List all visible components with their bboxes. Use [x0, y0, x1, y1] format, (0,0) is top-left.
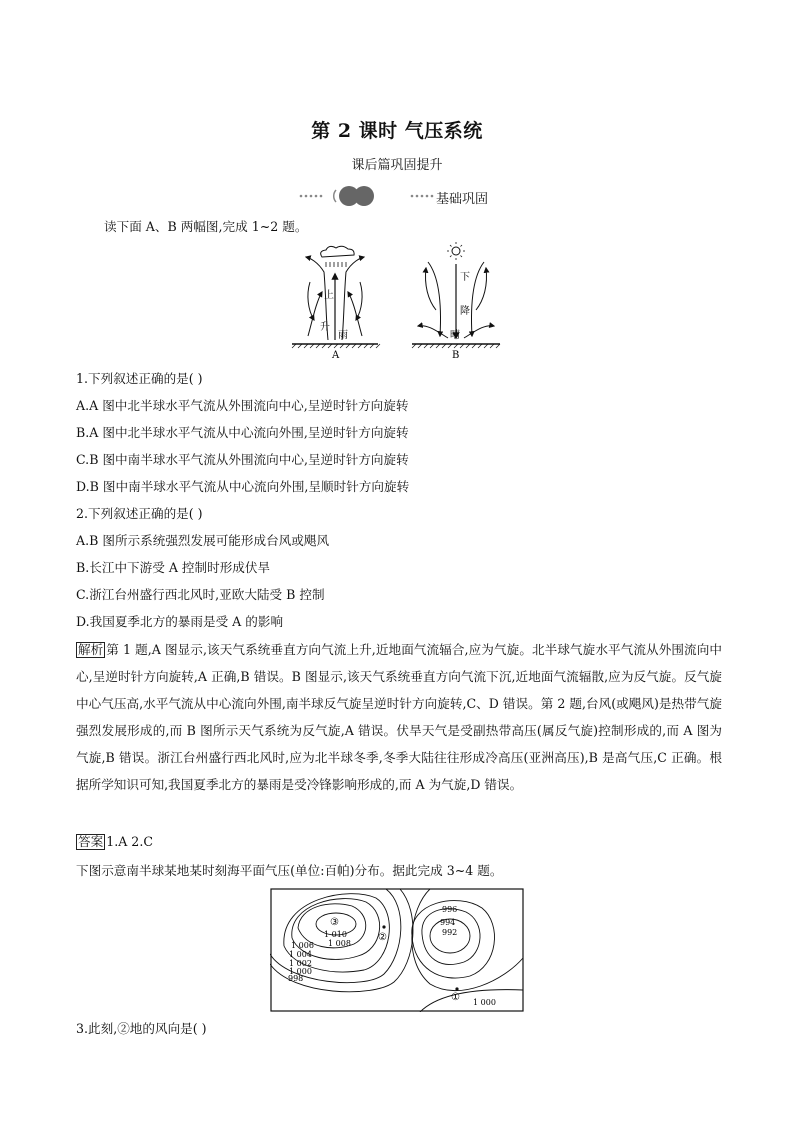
- figure-a-b: [288, 240, 508, 362]
- page-title: 第 2 课时 气压系统: [311, 120, 483, 142]
- fig-b-label: B: [452, 350, 460, 361]
- isobar-1000b-label: 1 000: [473, 998, 496, 1007]
- analysis-text: 第 1 题,A 图显示,该天气系统垂直方向气流上升,近地面气流辐合,应为气旋。北半球气旋水平气流从外围流向中心,呈逆时针方向旋转,A 正确,B 错误。B 图显示,该天气系统垂直方向气流下沉,近地面气流辐散,应为反气旋。反气旋中心气压高,水平气流从中心流向外围,南半球反气旋呈逆时针方向旋转,C、D 错误。第 2 题,台风(或飓风)是热带气旋强烈发展形成的,而 B 图所示天气系统为反气旋,A 错误。伏旱天气是受副热带高压(属反气旋)控制形成的,而 A 图为气旋,B 错误。浙江台州盛行西北风时,应为北半球冬季,冬季大陆往往形成冷高压(亚洲高压),B 是高气压,C 正确。根据所学知识可知,我国夏季北方的暴雨是受冷锋影响形成的,而 A 为气旋,D 错误。: [76, 642, 722, 792]
- q2-option-c: C.浙江台州盛行西北风时,亚欧大陆受 B 控制: [76, 587, 325, 602]
- fig-b-down2: 降: [460, 306, 470, 317]
- page-subtitle: 课后篇巩固提升: [351, 158, 443, 173]
- q1-stem: 1.下列叙述正确的是( ): [76, 371, 203, 386]
- section-header: [298, 184, 489, 208]
- q1-option-a: A.A 图中北半球水平气流从外围流向中心,呈逆时针方向旋转: [76, 398, 409, 413]
- isobar-1002-label: 1 002: [289, 959, 312, 968]
- analysis-block: [76, 636, 722, 798]
- isobar-1010-label: 1 010: [324, 930, 347, 939]
- isobar-1004-label: 1 004: [289, 950, 312, 959]
- q1-option-d: D.B 图中南半球水平气流从中心流向外围,呈顺时针方向旋转: [76, 479, 410, 494]
- answer-text: 1.A 2.C: [106, 834, 153, 849]
- site1-dot: [455, 987, 458, 990]
- isobar-1000-label: 1 000: [289, 967, 312, 976]
- isobar-1006-label: 1 006: [291, 941, 314, 950]
- sun-icon: [452, 247, 460, 255]
- q1-option-b: B.A 图中北半球水平气流从中心流向外围,呈逆时针方向旋转: [76, 425, 409, 440]
- q3-stem: 3.此刻,②地的风向是( ): [76, 1021, 207, 1036]
- fig-b-down1: 下: [460, 272, 470, 283]
- isobar-994-label: 994: [440, 918, 456, 927]
- intro-1: 读下面 A、B 两幅图,完成 1~2 题。: [104, 219, 308, 234]
- isobar-992-label: 992: [442, 928, 458, 937]
- analysis-tag: 解析: [78, 642, 104, 657]
- isobar-1008-label: 1 008: [328, 939, 351, 948]
- intro-2: 下图示意南半球某地某时刻海平面气压(单位:百帕)分布。据此完成 3~4 题。: [76, 863, 503, 878]
- site2-dot: [382, 925, 385, 928]
- fig-b-clear: 晴: [450, 330, 460, 341]
- q2-stem: 2.下列叙述正确的是( ): [76, 506, 203, 521]
- isobar-map: [270, 888, 524, 1012]
- q2-option-d: D.我国夏季北方的暴雨是受 A 的影响: [76, 614, 284, 629]
- answer-block: [76, 834, 153, 850]
- site3-label: ③: [330, 917, 339, 928]
- fig-a-label: A: [332, 350, 340, 361]
- site2-label: ②: [378, 932, 387, 943]
- isobar-998-label: 998: [288, 974, 304, 983]
- q2-option-a: A.B 图所示系统强烈发展可能形成台风或飓风: [76, 533, 330, 548]
- figure-a: [292, 246, 380, 361]
- fig-a-rain: 雨: [338, 330, 348, 341]
- q2-option-b: B.长江中下游受 A 控制时形成伏旱: [76, 560, 271, 575]
- isobar-996-label: 996: [442, 905, 458, 914]
- fig-a-up1: 上: [324, 290, 334, 301]
- q1-option-c: C.B 图中南半球水平气流从外围流向中心,呈逆时针方向旋转: [76, 452, 409, 467]
- fig-a-up2: 升: [320, 322, 330, 333]
- figure-b: [412, 242, 500, 361]
- section-decoration-icon: [298, 184, 438, 208]
- section-label: 基础巩固: [436, 192, 489, 207]
- site1-label: ①: [451, 992, 460, 1003]
- answer-tag: 答案: [78, 834, 104, 849]
